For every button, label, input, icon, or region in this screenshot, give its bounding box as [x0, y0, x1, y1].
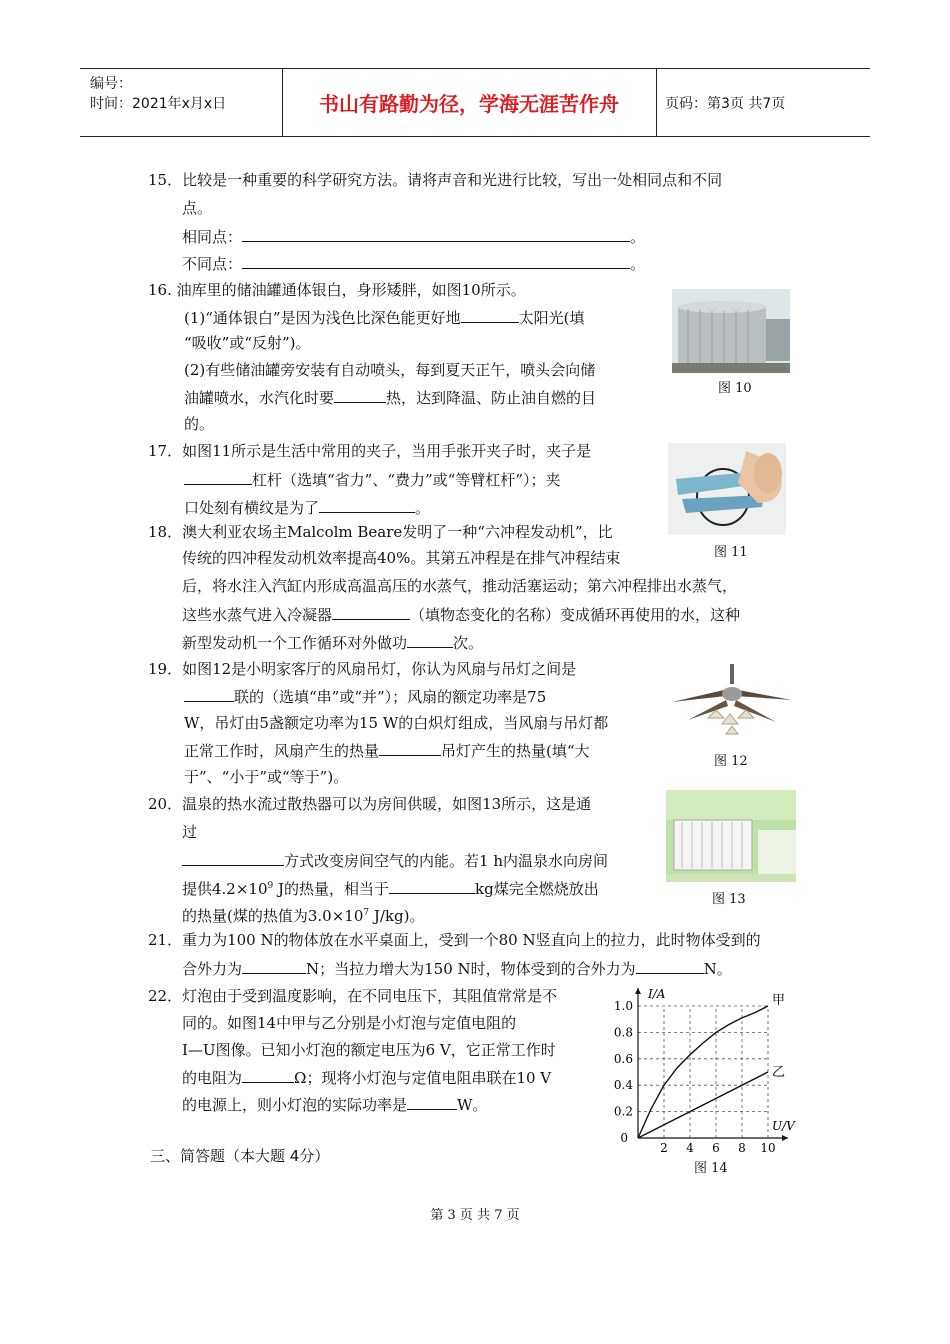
q18-blank1[interactable]: [332, 604, 410, 620]
series-label-1: 甲: [772, 993, 786, 1008]
x-tick-label: 10: [760, 1141, 776, 1155]
series-label-2: 乙: [772, 1065, 786, 1080]
q18-line1: 18．澳大利亚农场主Malcolm Beare发明了一种“六冲程发动机”，比: [148, 523, 613, 541]
x-axis-label: U/V: [772, 1119, 795, 1133]
q19-line3: W，吊灯由5盏额定功率为15 W的白炽灯组成，当风扇与吊灯都: [184, 714, 609, 732]
q21-blank2[interactable]: [636, 958, 704, 974]
x-tick-label: 4: [686, 1141, 694, 1155]
figure-10-image: [672, 289, 790, 373]
x-tick-label: 6: [712, 1141, 720, 1155]
q16-blank2[interactable]: [334, 387, 386, 403]
q20-line2: 过: [182, 823, 198, 841]
q22-line3: I—U图像。已知小灯泡的额定电压为6 V，它正常工作时: [182, 1041, 556, 1059]
q21-line1: 21．重力为100 N的物体放在水平桌面上，受到一个80 N竖直向上的拉力，此时物体受到的: [148, 931, 761, 949]
figure-13-caption: 图 13: [712, 892, 746, 907]
y-tick-label: 1.0: [614, 999, 633, 1013]
q22-line1: 22．灯泡由于受到温度影响，在不同电压下，其阻值常常是不: [148, 987, 558, 1005]
origin-label: 0: [620, 1131, 628, 1145]
page-footer: 第 3 页 共 7 页: [430, 1208, 520, 1223]
q15-line1: 15．比较是一种重要的科学研究方法。请将声音和光进行比较，写出一处相同点和不同: [148, 171, 723, 189]
q18-line2: 传统的四冲程发动机效率提高40%。其第五冲程是在排气冲程结束: [182, 549, 621, 567]
y-tick-label: 0.2: [614, 1104, 633, 1119]
figure-13-image: [666, 790, 796, 882]
q16-line2: (1)“通体银白”是因为浅色比深色能更好地 太阳光(填: [184, 309, 585, 327]
q22-blank1[interactable]: [242, 1067, 294, 1083]
q19-line1: 19．如图12是小明家客厅的风扇吊灯，你认为风扇与吊灯之间是: [148, 660, 577, 678]
q18-line3: 后，将水注入汽缸内形成高温高压的水蒸气，推动活塞运动；第六冲程排出水蒸气，: [182, 577, 738, 595]
x-tick-label: 2: [660, 1141, 668, 1155]
x-axis-arrow: [782, 1135, 788, 1141]
figure-10-caption: 图 10: [718, 381, 752, 396]
figure-14-chart: [614, 980, 810, 1160]
y-tick-label: 0.4: [614, 1078, 633, 1093]
q20-blank1[interactable]: [182, 850, 284, 866]
diff-answer-blank[interactable]: [242, 253, 630, 269]
figure-11-image: [668, 443, 786, 535]
figure-14-caption: 图 14: [694, 1161, 728, 1176]
q18-line5: 新型发动机一个工作循环对外做功 次。: [182, 634, 484, 652]
page-info: 页码：第3页 共7页: [665, 96, 786, 112]
y-axis-arrow: [635, 988, 641, 994]
q19-line5: 于”、“小于”或“等于”)。: [184, 768, 349, 786]
number-label: 编号：: [90, 76, 132, 92]
q16-line4: (2)有些储油罐旁安装有自动喷头，每到夏天正午，喷头会向储: [184, 361, 596, 379]
q19-blank2[interactable]: [379, 740, 441, 756]
q16-line3: “吸收”或“反射”)。: [184, 334, 311, 352]
q17-blank1[interactable]: [184, 469, 252, 485]
q20-line1: 20．温泉的热水流过散热器可以为房间供暖，如图13所示，这是通: [148, 795, 592, 813]
q20-line3: 方式改变房间空气的内能。若1 h内温泉水向房间: [182, 850, 608, 871]
y-tick-label: 0.8: [614, 1025, 633, 1040]
series-line-1: [638, 1006, 768, 1138]
time-label: 时间：2021年x月x日: [90, 96, 227, 112]
figure-12-caption: 图 12: [714, 754, 748, 769]
section3-heading: 三、简答题（本大题 4分）: [150, 1147, 330, 1165]
q18-blank2[interactable]: [407, 632, 453, 648]
q22-line5: 的电源上，则小灯泡的实际功率是 W。: [182, 1096, 488, 1114]
q16-blank1[interactable]: [461, 307, 519, 323]
q20-line4: 提供$4.2\times 10^9$ J的热量，相当于 kg煤完全燃烧放出: [182, 880, 599, 898]
figure-11-caption: 图 11: [714, 545, 748, 560]
y-axis-label: I/A: [648, 987, 666, 1001]
y-tick-label: 0.6: [614, 1051, 633, 1066]
q15-line2: 点。: [182, 199, 213, 217]
q20-line5: 的热量(煤的热值为$3.0\times 10^7$ J/kg)。: [182, 907, 425, 925]
q15-same-row: 相同点： 。: [182, 228, 646, 246]
q21-line2: 合外力为 N；当拉力增大为150 N时，物体受到的合外力为 N。: [182, 960, 732, 978]
q20-blank2[interactable]: [389, 878, 475, 894]
same-label: 相同点：: [182, 228, 243, 246]
q22-line2: 同的。如图14中甲与乙分别是小灯泡与定值电阻的: [182, 1014, 517, 1032]
diff-label: 不同点：: [182, 255, 243, 273]
q19-blank1[interactable]: [184, 686, 234, 702]
q16-line1: 16. 油库里的储油罐通体银白，身形矮胖，如图10所示。: [148, 281, 526, 299]
series-line-2: [638, 1072, 768, 1138]
q21-blank1[interactable]: [242, 958, 306, 974]
page-header: [80, 68, 870, 137]
motto: 书山有路勤为径，学海无涯苦作舟: [282, 69, 657, 136]
q17-blank2[interactable]: [319, 497, 415, 513]
q17-line1: 17．如图11所示是生活中常用的夹子，当用手张开夹子时，夹子是: [148, 442, 592, 460]
q18-line4: 这些水蒸气进入冷凝器 （填物态变化的名称）变成循环再使用的水，这种: [182, 606, 741, 624]
q19-line2: 联的（选填“串”或“并”）；风扇的额定功率是75: [184, 686, 546, 707]
q17-line3: 口处刻有横纹是为了 。: [184, 499, 431, 517]
q16-line5: 油罐喷水，水汽化时要 热，达到降温、防止油自燃的目: [184, 389, 597, 407]
q19-line4: 正常工作时，风扇产生的热量 吊灯产生的热量(填“大: [184, 742, 590, 760]
q16-line6: 的。: [184, 415, 215, 433]
q22-line4: 的电阻为 Ω；现将小灯泡与定值电阻串联在10 V: [182, 1069, 552, 1087]
figure-12-image: [668, 660, 796, 746]
q15-diff-row: 不同点： 。: [182, 255, 646, 273]
same-answer-blank[interactable]: [242, 226, 630, 242]
header-meta: [80, 69, 283, 136]
q22-blank2[interactable]: [407, 1094, 457, 1110]
q17-line2: 杠杆（选填“省力”、“费力”或“等臂杠杆”）；夹: [184, 469, 561, 490]
x-tick-label: 8: [738, 1141, 746, 1155]
